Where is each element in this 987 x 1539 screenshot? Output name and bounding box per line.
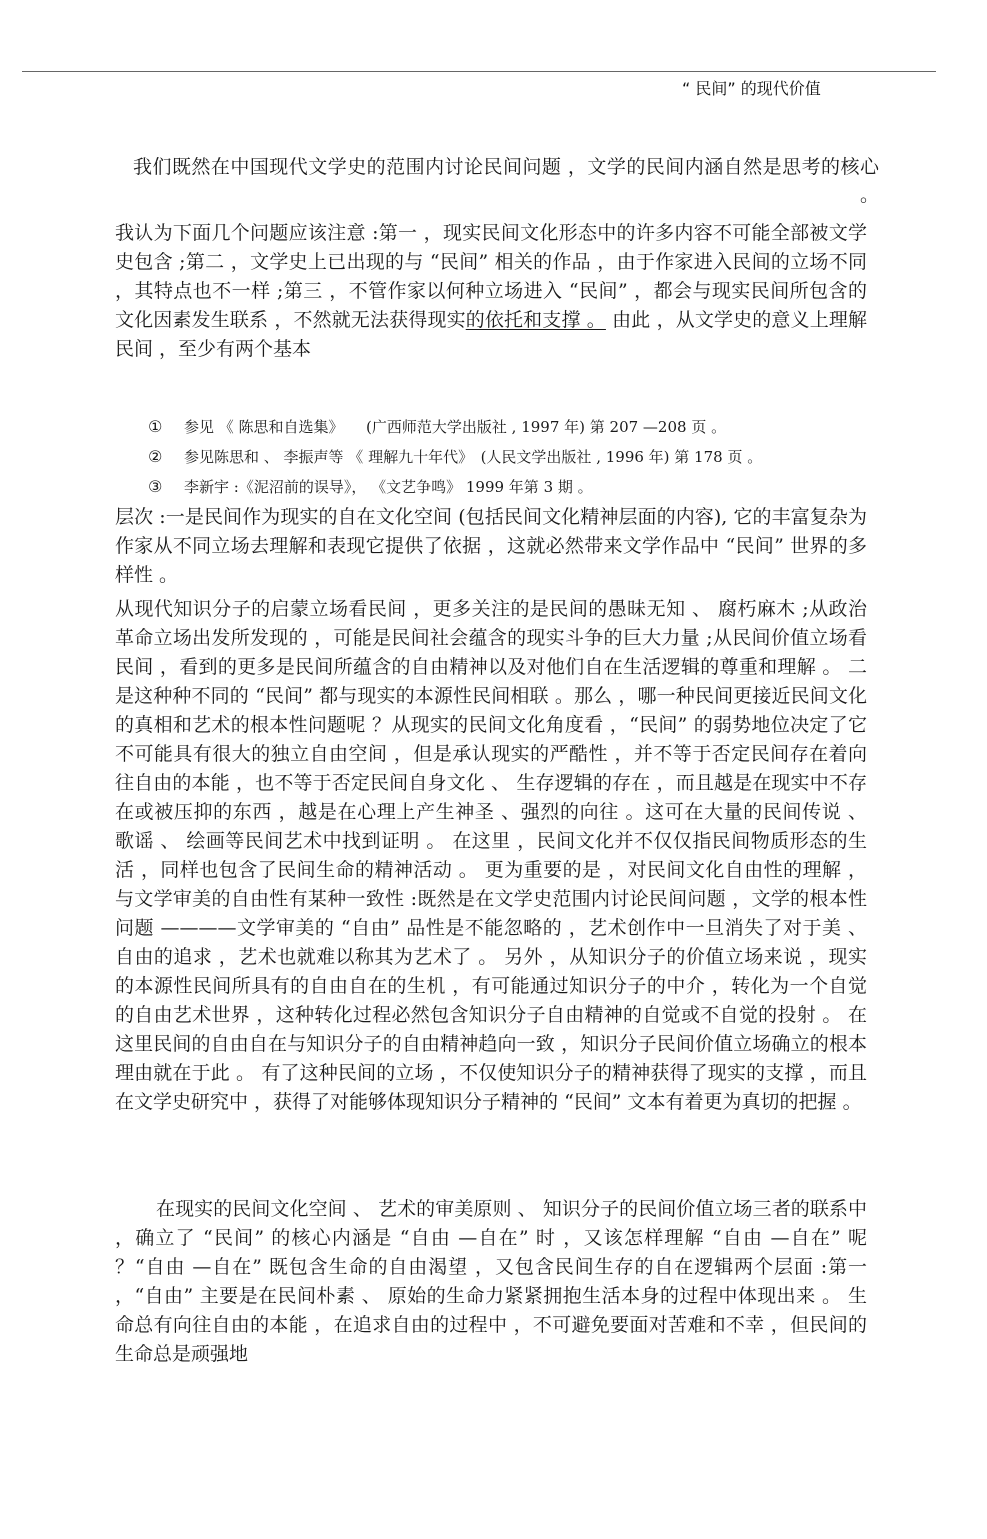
header-rule bbox=[22, 71, 936, 72]
paragraph-1-tail: 由此 ，从文学史的意义上理解民间 ，至少有两个基本 bbox=[115, 309, 867, 360]
footnote-text: 参见 《 陈思和自选集》 (广西师范大学出版社 , 1997 年) 第 207 —208 页 。 bbox=[184, 418, 727, 436]
footnote-2 bbox=[148, 442, 878, 472]
footnote-text: 参见陈思和 、 李振声等 《 理解九十年代》 (人民文学出版社 , 1996 年) 第 178 页 。 bbox=[184, 448, 763, 466]
paragraph-1 bbox=[115, 219, 867, 364]
footnote-text: 李新宇 :《泥沼前的误导》， 《文艺争鸣》 1999 年第 3 期 。 bbox=[184, 478, 593, 496]
footnote-1 bbox=[148, 412, 878, 442]
paragraph-3: 从现代知识分子的启蒙立场看民间 ，更多关注的是民间的愚昧无知 、 腐朽麻木 ;从政治革命立场出发所发现的 ，可能是民间社会蕴含的现实斗争的巨大力量 ;从民间价值立场看民间 ，看到的更多是民间所蕴含的自由精神以及对他们自在生活逻辑的尊重和理解 。 二是这种种不同的 “民间” 都与现实的本源性民间相联 。那么 ，哪一种民间更接近民间文化的真相和艺术的根本性问题呢 ？从现实的民间文化角度看 ，“民间” 的弱势地位决定了它不可能具有很大的独立自由空间 ，但是承认现实的严酷性 ，并不等于否定民间存在着向往自由的本能 ，也不等于否定民间自身文化 、 生存逻辑的存在 ，而且越是在现实中不存在或被压抑的东西 ，越是在心理上产生神圣 、强烈的向往 。这可在大量的民间传说 、 歌谣 、 绘画等民间艺术中找到证明 。 在这里 ，民间文化并不仅仅指民间物质形态的生活 ，同样也包含了民间生命的精神活动 。 更为重要的是 ，对民间文化自由性的理解 ，与文学审美的自由性有某种一致性 :既然是在文学史范围内讨论民间问题 ，文学的根本性问题 ————文学审美的 “自由” 品性是不能忽略的 ，艺术创作中一旦消失了对于美 、 自由的追求 ，艺术也就难以称其为艺术了 。 另外 ，从知识分子的价值立场来说 ，现实的本源性民间所具有的自由自在的生机 ，有可能通过知识分子的中介 ，转化为一个自觉的自由艺术世界 ，这种转化过程必然包含知识分子自由精神的自觉或不自觉的投射 。 在这里民间的自由自在与知识分子的自由精神趋向一致 ，知识分子民间价值立场确立的根本理由就在于此 。 有了这种民间的立场 ，不仅使知识分子的精神获得了现实的支撑 ，而且在文学史研究中 ，获得了对能够体现知识分子精神的 “民间” 文本有着更为真切的把握 。 bbox=[115, 598, 867, 1113]
footnote-marker: ① bbox=[148, 417, 163, 436]
paragraph-4: 在现实的民间文化空间 、 艺术的审美原则 、 知识分子的民间价值立场三者的联系中 ，确立了 “民间” 的核心内涵是 “自由 —自在” 时 ，又该怎样理解 “自由 —自在” 呢 ？“自由 —自在” 既包含生命的自由渴望 ，又包含民间生存的自在逻辑两个层面 :第一 ，“自由” 主要是在民间朴素 、 原始的生命力紧紧拥抱生活本身的过程中体现出来 。 生命总有向往自由的本能 ，在追求自由的过程中 ，不可避免要面对苦难和不幸 ，但民间的生命总是顽强地 bbox=[115, 1198, 867, 1365]
footnote-3 bbox=[148, 472, 878, 502]
footnote-marker: ③ bbox=[148, 477, 163, 496]
running-header: “ 民间” 的现代价值 bbox=[682, 79, 821, 98]
paragraph-2: 层次 :一是民间作为现实的自在文化空间 (包括民间文化精神层面的内容), 它的丰富复杂为作家从不同立场去理解和表现它提供了依据 ，这就必然带来文学作品中 “民间” 世界的多样性 。 bbox=[115, 506, 867, 586]
paragraph-1-underlined: 的依托和支撑 。 bbox=[465, 309, 606, 331]
footnotes bbox=[148, 412, 878, 502]
paragraph-1-text: 我认为下面几个问题应该注意 :第一 ，现实民间文化形态中的许多内容不可能全部被文学史包含 ;第二 ，文学史上已出现的与 “民间” 相关的作品 ，由于作家进入民间的立场不同 ，其特点也不一样 ;第三 ，不管作家以何种立场进入 “民间” ，都会与现实民间所包含的文化因素发生联系 ，不然就无法获得现实 bbox=[115, 222, 867, 331]
intro-paragraph: 我们既然在中国现代文学史的范围内讨论民间问题 ，文学的民间内涵自然是思考的核心 。 bbox=[133, 156, 879, 206]
footnote-marker: ② bbox=[148, 447, 163, 466]
